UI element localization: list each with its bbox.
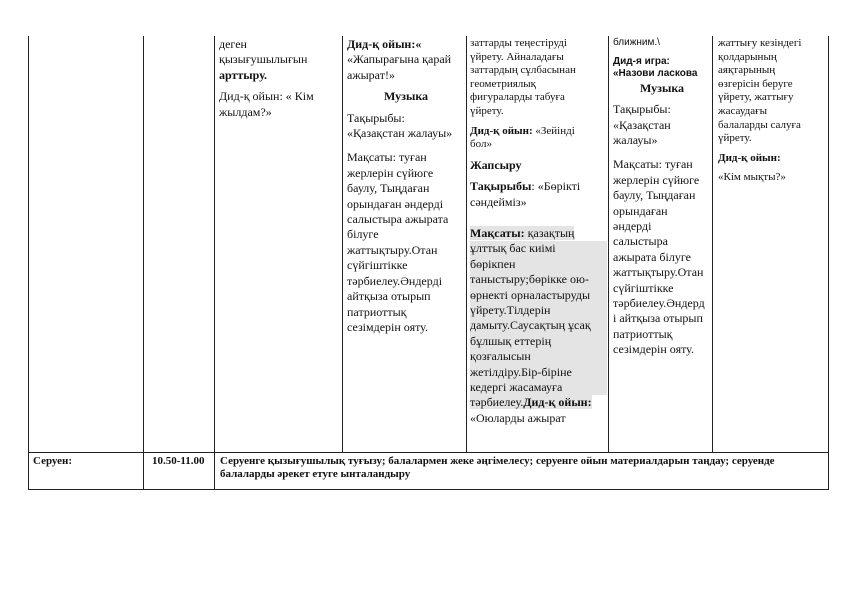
walk-label: Серуен:: [33, 455, 72, 467]
walk-text-line-2: балаларды әрекет етуге ынталандыру: [220, 468, 411, 480]
col4-aim: білуге: [347, 227, 379, 242]
col4-aim: патриоттық: [347, 304, 407, 319]
col6-topic: «Қазақстан: [613, 117, 671, 132]
col7-line: үйрету, жаттығу: [718, 91, 794, 104]
table-border-right: [828, 36, 829, 489]
col5-intro: заттарды теңестіруді: [470, 37, 567, 49]
col4-aim: баулу, Тыңдаған: [347, 181, 430, 196]
col7-line: өзгерісін беруге: [718, 77, 793, 90]
col4-aim: айтқыза отырып: [347, 289, 431, 304]
col5-game-name-2: бол»: [470, 138, 492, 151]
cell-col7: [718, 37, 826, 185]
col5-aim: бұлшық еттерің: [470, 334, 607, 349]
col4-music-heading: Музыка: [383, 89, 429, 104]
col6-topic-2: жалауы»: [613, 133, 658, 147]
col5-intro: геометриялық: [470, 77, 536, 90]
col6-game-label: Дид-я игра:: [613, 55, 670, 67]
col7-game-label: Дид-қ ойын:: [718, 151, 781, 164]
col5-aim: қозғалысын: [470, 349, 607, 364]
table-border-col2: [214, 36, 215, 489]
col6-aim: патриоттық: [613, 326, 673, 341]
col7-line: балаларды салуға: [718, 118, 801, 131]
col7-line: қолдарының: [718, 50, 777, 63]
table-border-col5: [608, 36, 609, 452]
col3-line: қызығушылығын: [219, 52, 308, 67]
col6-aim: Мақсаты: туған: [613, 157, 693, 172]
col4-aim: жерлерін сүйюге: [347, 165, 434, 180]
col5-aim: өрнекті орналастыруды: [470, 288, 607, 303]
col6-line: ближним.\: [613, 37, 660, 48]
col4-aim: салыстыра ажырата: [347, 212, 449, 227]
col6-aim: жерлерін сүйюге: [613, 172, 700, 187]
col4-aim: Мақсаты: туған: [347, 150, 427, 165]
col4-topic-label: Тақырыбы:: [347, 110, 405, 125]
col6-music-heading: Музыка: [639, 80, 685, 95]
col5-aim: жетілдіру.Бір-біріне: [470, 365, 607, 380]
walk-time: 10.50-11.00: [152, 455, 205, 467]
col7-game-name: «Кім мықты?»: [718, 171, 786, 184]
table-border-bottom: [28, 489, 829, 490]
col6-aim: тәрбиелеу.Әндерд: [613, 296, 705, 311]
col7-line: аяқтарының: [718, 64, 776, 77]
col6-aim: орындаған: [613, 203, 668, 218]
walk-text-line-1: Серуенге қызығушылық туғызу; балалармен жеке әңгімелесу; серуенге ойын материалдарын таңдау; серуенде: [220, 455, 775, 467]
col4-aim: сезімдерін ояту.: [347, 319, 428, 334]
col4-aim: сүйгіштікке: [347, 258, 408, 273]
col3-game-name: жылдам?»: [219, 104, 272, 119]
table-row-divider: [28, 452, 829, 453]
col5-aim: кедергі жасамауға: [470, 380, 607, 395]
col7-line: жасаудағы: [718, 104, 768, 117]
col7-line: үйрету.: [718, 132, 752, 145]
col5-topic: : «Бөрікті: [531, 179, 581, 194]
col5-topic-label: Тақырыбы: [470, 179, 532, 194]
col5-aim: бөрікпен: [470, 257, 607, 272]
col5-intro: үйрету. Айналадағы: [470, 50, 564, 63]
cell-col3: [219, 37, 339, 120]
table-border-left: [28, 36, 29, 489]
table-border-col3: [342, 36, 343, 452]
col5-aim: таныстыру;бөрікке ою-: [470, 272, 607, 287]
col5-game-name: «Зейінді: [532, 124, 575, 137]
col5-intro: үйрету.: [470, 104, 504, 117]
col6-aim: сүйгіштікке: [613, 280, 674, 295]
col5-aim: үйрету.Тілдерін: [470, 303, 607, 318]
col5-game2-name: «Оюларды ажырат: [470, 410, 566, 425]
col5-aim: дамыту.Саусақтың ұсақ: [470, 318, 607, 333]
col3-game: Дид-қ ойын: « Кім: [219, 89, 314, 104]
col5-aim: ұлттық бас киімі: [470, 241, 607, 256]
table-border-col1: [143, 36, 144, 489]
col5-intro: заттардың сұлбасынан: [470, 64, 576, 77]
col5-aim: қазақтың: [524, 225, 575, 240]
table-border-col6: [712, 36, 713, 452]
col6-aim: сезімдерін ояту.: [613, 342, 694, 357]
col4-game-name-2: ажырат!»: [347, 67, 395, 82]
cell-col5: [470, 37, 607, 426]
col7-line: жаттығу кезіндегі: [718, 37, 802, 49]
col5-game-label: Дид-қ ойын:: [470, 124, 533, 137]
col6-aim: баулу, Тыңдаған: [613, 188, 696, 203]
col6-aim: і айтқыза отырып: [613, 311, 703, 326]
col6-topic-label: Тақырыбы:: [613, 102, 671, 117]
cell-col4: [347, 37, 465, 335]
col5-game2-label: Дид-қ ойын:: [523, 395, 592, 410]
col5-aim-end: тәрбиелеу.: [470, 395, 524, 410]
col3-line: арттыру.: [219, 67, 267, 82]
cell-col6: [613, 37, 711, 358]
col6-aim: жаттықтыру.Отан: [613, 265, 704, 280]
col5-craft-heading: Жапсыру: [470, 157, 522, 172]
col4-game-label: Дид-қ ойын:«: [347, 37, 422, 51]
col6-game-name: «Назови ласкова: [613, 68, 698, 80]
col3-line: деген: [219, 37, 247, 51]
col4-game-name: «Жапырағына қарай: [347, 52, 452, 67]
col6-aim: салыстыра: [613, 234, 668, 249]
col6-aim: ажырата білуге: [613, 249, 691, 264]
col5-aim-label: Мақсаты:: [470, 225, 525, 240]
col4-aim: жаттықтыру.Отан: [347, 242, 438, 257]
col5-intro: фигураларды табуға: [470, 91, 565, 104]
walk-description: [220, 455, 826, 481]
table-border-col4: [466, 36, 467, 452]
col4-aim: тәрбиелеу.Әндерді: [347, 273, 443, 288]
col4-topic: «Қазақстан жалауы»: [347, 126, 453, 141]
col4-aim: орындаған әндерді: [347, 196, 444, 211]
col6-aim: әндерді: [613, 219, 652, 234]
col5-topic-2: сәндейміз»: [470, 194, 527, 209]
